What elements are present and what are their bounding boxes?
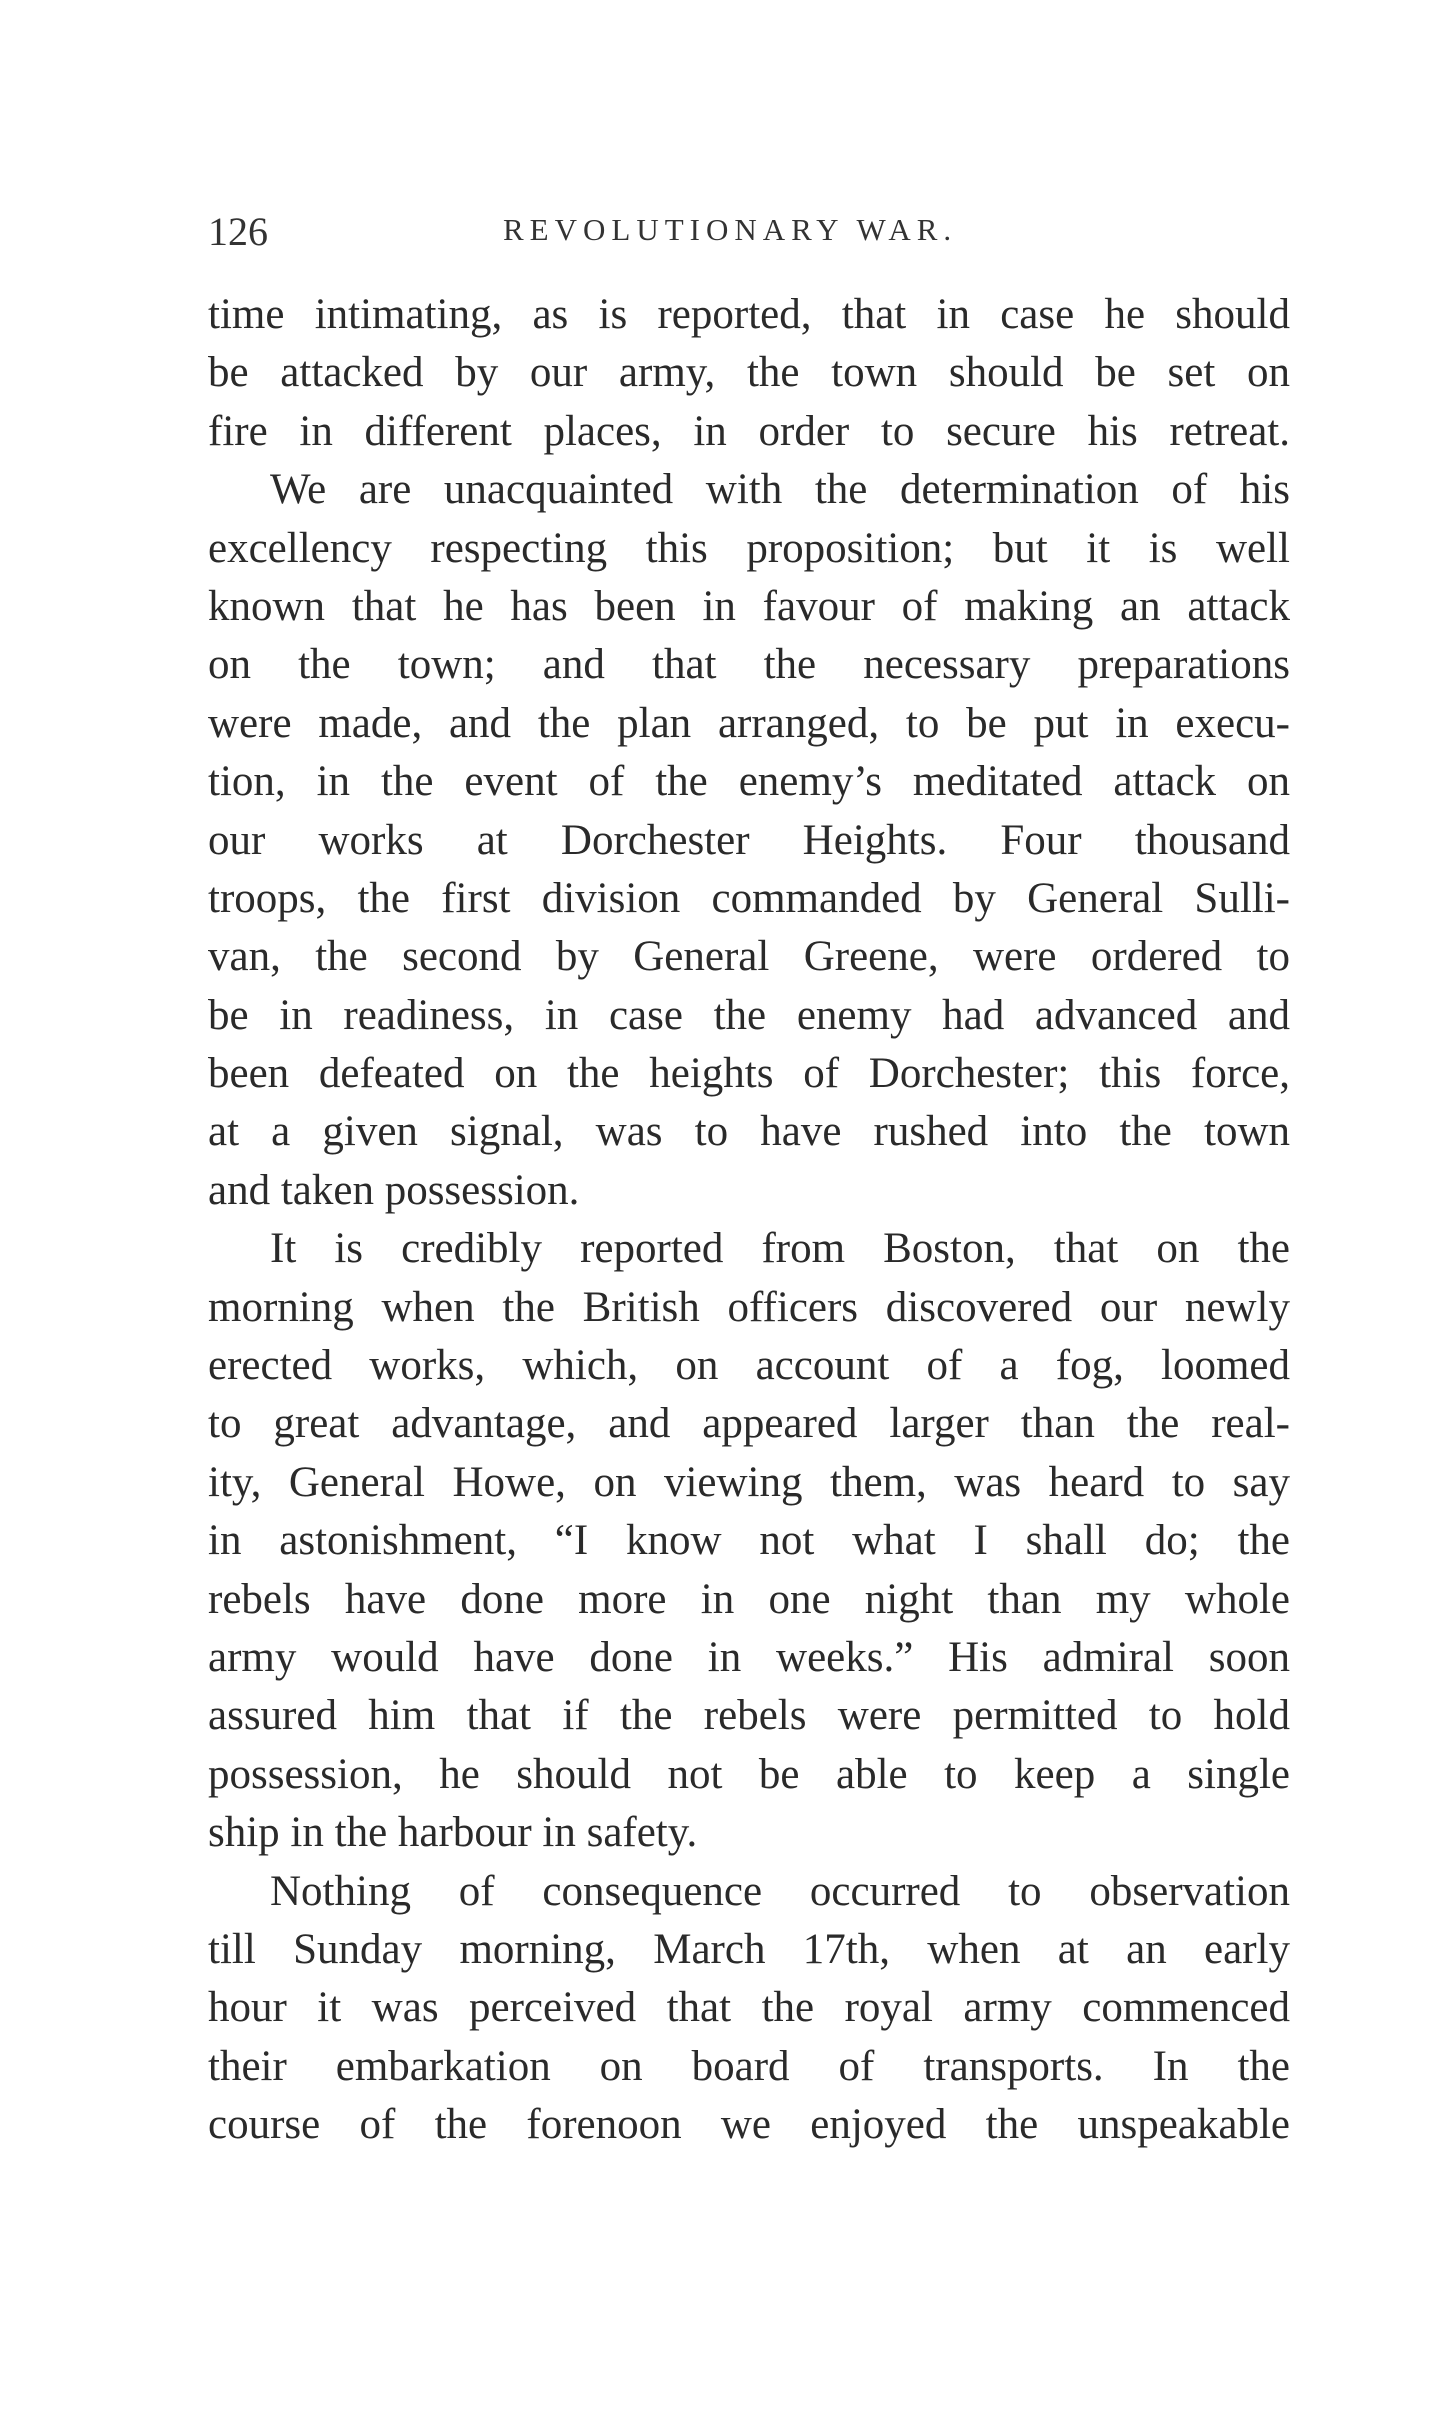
page-number: 126 — [208, 209, 268, 254]
text-line: course of the forenoon we enjoyed the unspeakable — [208, 2101, 1290, 2149]
text-line: been defeated on the heights of Dorchester; this force, — [208, 1050, 1290, 1098]
text-line: assured him that if the rebels were permitted to hold — [208, 1692, 1290, 1740]
text-line: army would have done in weeks.” His admiral soon — [208, 1633, 1290, 1681]
text-line: van, the second by General Greene, were ordered to — [208, 933, 1290, 981]
text-line: hour it was perceived that the royal army commenced — [208, 1984, 1290, 2032]
text-line: known that he has been in favour of making an attack — [208, 582, 1290, 630]
text-line: time intimating, as is reported, that in case he should — [208, 291, 1290, 338]
text-line: excellency respecting this proposition; but it is well — [208, 524, 1290, 572]
text-line: be in readiness, in case the enemy had advanced and — [208, 991, 1290, 1039]
text-line: were made, and the plan arranged, to be put in execu- — [208, 699, 1290, 747]
text-line: erected works, which, on account of a fog, loomed — [208, 1342, 1290, 1390]
text-line: tion, in the event of the enemy’s meditated attack on — [208, 758, 1290, 806]
text-line: rebels have done more in one night than my whole — [208, 1575, 1290, 1623]
text-line: at a given signal, was to have rushed into the town — [208, 1108, 1290, 1156]
running-head: REVOLUTIONARY WAR. — [503, 212, 958, 247]
text-line: morning when the British officers discovered our newly — [208, 1283, 1290, 1331]
text-line: possession, he should not be able to keep a single — [208, 1750, 1290, 1798]
text-line: troops, the first division commanded by General Sulli- — [208, 874, 1290, 922]
text-line: fire in different places, in order to secure his retreat. — [208, 407, 1290, 455]
text-line: to great advantage, and appeared larger than the real- — [208, 1400, 1290, 1448]
text-line: their embarkation on board of transports. In the — [208, 2042, 1290, 2090]
body-text — [208, 286, 1290, 2155]
text-line: on the town; and that the necessary preparations — [208, 641, 1290, 689]
text-line: ity, General Howe, on viewing them, was heard to say — [208, 1458, 1290, 1506]
text-line: We are unacquainted with the determination of his — [270, 466, 1290, 514]
page-header — [208, 208, 1290, 258]
text-line: our works at Dorchester Heights. Four thousand — [208, 816, 1290, 864]
text-line: in astonishment, “I know not what I shall do; the — [208, 1517, 1290, 1565]
text-line: ship in the harbour in safety. — [208, 1809, 698, 1857]
text-line: and taken possession. — [208, 1166, 580, 1214]
text-line: be attacked by our army, the town should be set on — [208, 349, 1290, 397]
text-line: Nothing of consequence occurred to observation — [270, 1867, 1290, 1915]
text-line: It is credibly reported from Boston, that on the — [270, 1225, 1290, 1273]
text-line: till Sunday morning, March 17th, when at an early — [208, 1925, 1290, 1973]
